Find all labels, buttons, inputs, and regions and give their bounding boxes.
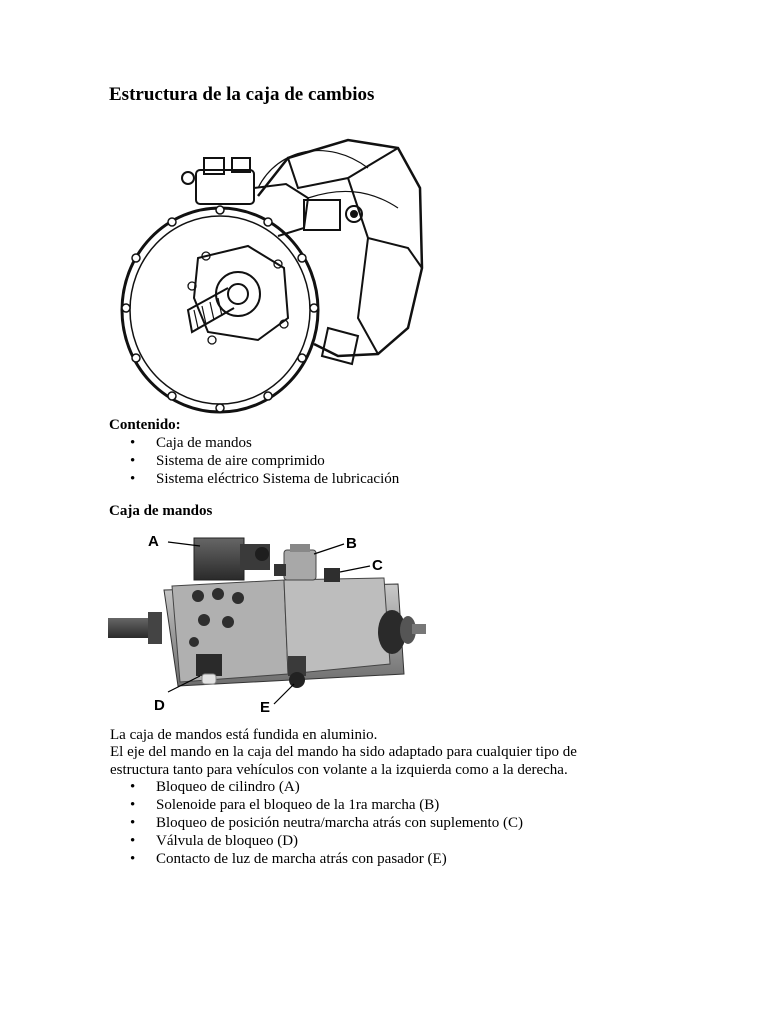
label-d: D xyxy=(154,697,165,714)
label-e: E xyxy=(260,699,271,716)
list-item: • Contacto de luz de marcha atrás con pasador (E) xyxy=(130,850,523,868)
list-item: • Bloqueo de posición neutra/marcha atrás con suplemento (C) xyxy=(130,814,523,832)
label-c: C xyxy=(372,557,383,574)
label-a: A xyxy=(148,533,159,550)
list-item: • Sistema eléctrico Sistema de lubricación xyxy=(130,470,399,488)
list-item: • Válvula de bloqueo (D) xyxy=(130,832,523,850)
contents-heading: Contenido: xyxy=(109,417,181,433)
label-b: B xyxy=(346,535,357,552)
paragraph-shaft: El eje del mando en la caja del mando ha sido adaptado para cualquier tipo de estructura tanto para vehículos con volante a la izquierda como a la derecha. xyxy=(110,744,577,778)
list-item: • Solenoide para el bloqueo de la 1ra marcha (B) xyxy=(130,796,523,814)
list-item: • Caja de mandos xyxy=(130,434,399,452)
components-list xyxy=(130,778,523,868)
page-title: Estructura de la caja de cambios xyxy=(109,84,375,105)
section-heading: Caja de mandos xyxy=(109,503,213,519)
control-box-photo xyxy=(108,524,428,720)
list-item: • Bloqueo de cilindro (A) xyxy=(130,778,523,796)
list-item: • Sistema de aire comprimido xyxy=(130,452,399,470)
paragraph-material: La caja de mandos está fundida en aluminio. xyxy=(110,727,378,743)
contents-list xyxy=(130,434,399,488)
gearbox-illustration xyxy=(108,118,428,416)
